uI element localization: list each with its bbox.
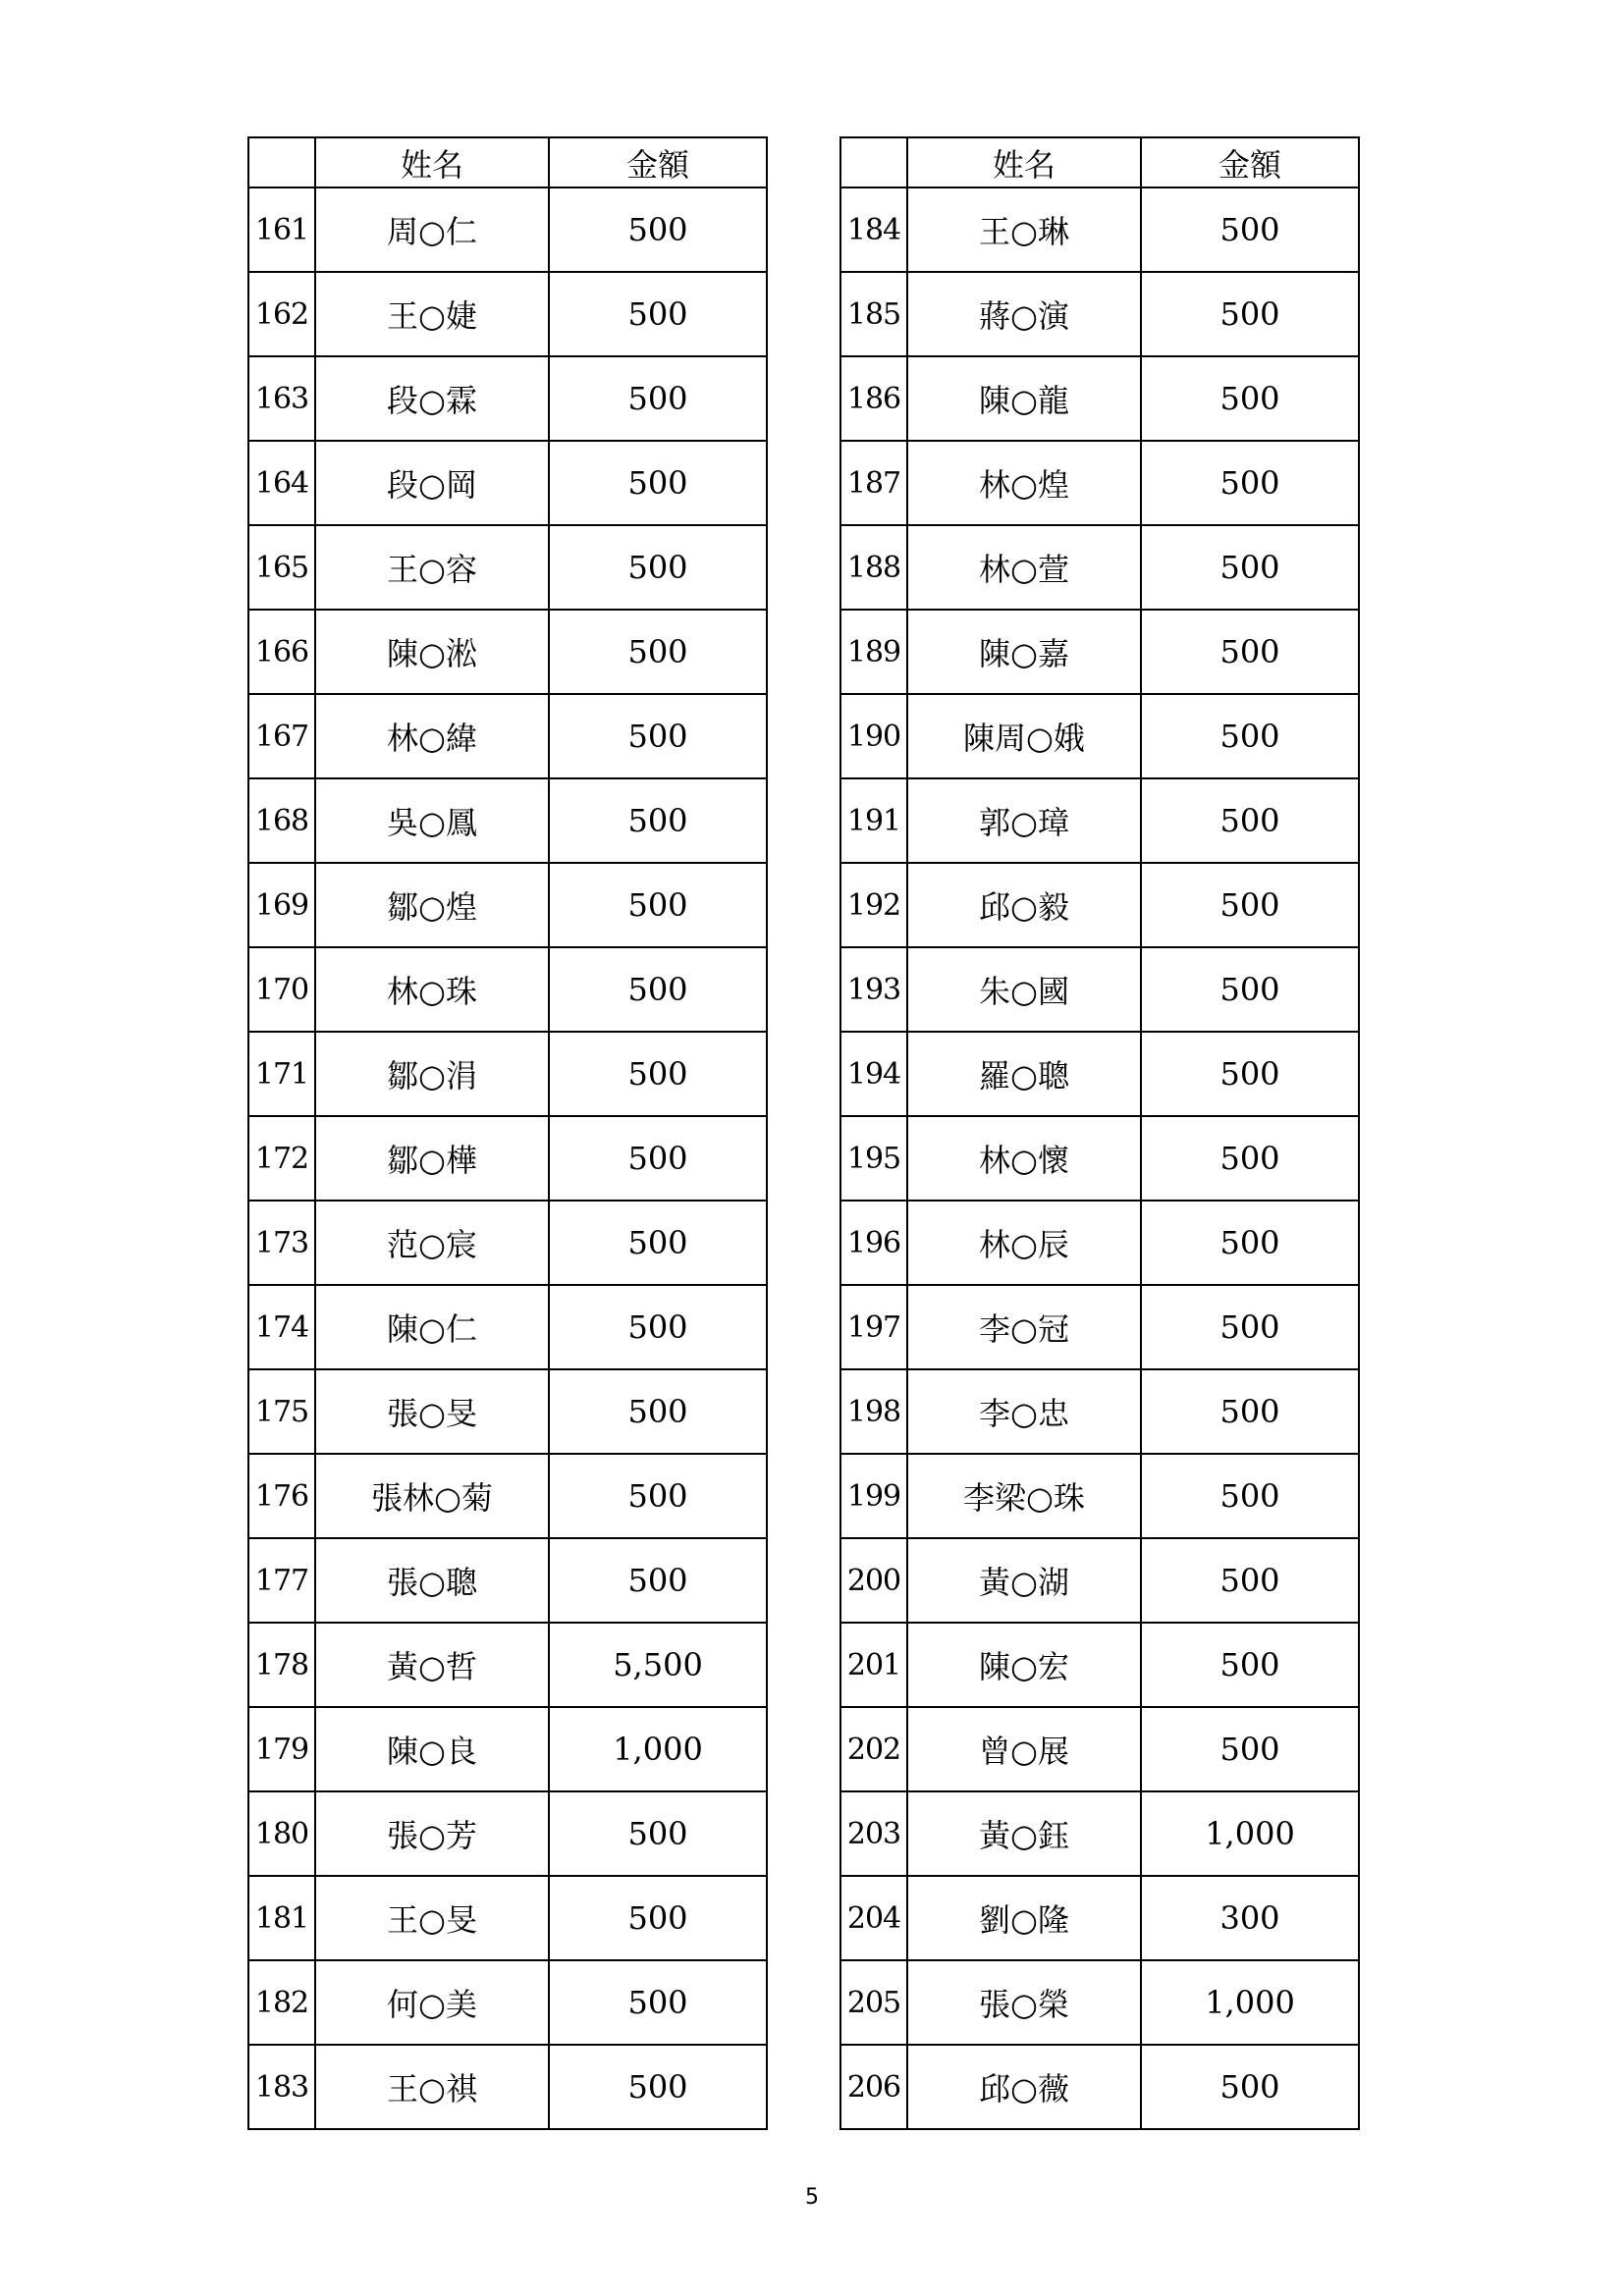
donor-name-cell: 李○忠	[907, 1369, 1141, 1454]
donor-number-cell: 186	[840, 356, 907, 441]
donation-amount-cell: 500	[549, 525, 767, 610]
table-row	[840, 1285, 1359, 1369]
donation-amount-cell: 500	[1141, 610, 1359, 694]
donor-number-cell: 191	[840, 778, 907, 863]
table-row	[840, 863, 1359, 947]
donor-number-cell: 170	[248, 947, 315, 1032]
donor-name-cell: 范○宸	[315, 1201, 549, 1285]
donor-number-cell: 196	[840, 1201, 907, 1285]
donor-name-cell: 段○岡	[315, 441, 549, 525]
table-row	[248, 1876, 767, 1960]
table-row	[248, 1454, 767, 1538]
donor-number-cell: 173	[248, 1201, 315, 1285]
donor-number-cell: 161	[248, 187, 315, 272]
donation-amount-cell: 500	[549, 1032, 767, 1116]
donor-name-cell: 陳○嘉	[907, 610, 1141, 694]
donor-name-cell: 曾○展	[907, 1707, 1141, 1791]
donor-number-cell: 192	[840, 863, 907, 947]
table-row	[248, 694, 767, 778]
donor-number-cell: 194	[840, 1032, 907, 1116]
donor-rows-left	[248, 187, 767, 2129]
table-row	[248, 1032, 767, 1116]
donation-amount-cell: 500	[1141, 1369, 1359, 1454]
donor-number-cell: 168	[248, 778, 315, 863]
donor-number-cell: 202	[840, 1707, 907, 1791]
table-row	[840, 778, 1359, 863]
donor-number-cell: 206	[840, 2045, 907, 2129]
donor-name-cell: 郭○璋	[907, 778, 1141, 863]
donor-name-cell: 段○霖	[315, 356, 549, 441]
donor-name-cell: 陳○龍	[907, 356, 1141, 441]
donor-name-cell: 王○祺	[315, 2045, 549, 2129]
donation-amount-cell: 1,000	[1141, 1791, 1359, 1876]
donor-number-cell: 179	[248, 1707, 315, 1791]
donor-name-cell: 陳○仁	[315, 1285, 549, 1369]
donation-amount-cell: 500	[549, 1201, 767, 1285]
donation-amount-cell: 500	[549, 1285, 767, 1369]
donor-number-cell: 200	[840, 1538, 907, 1623]
name-column-header: 姓名	[315, 137, 549, 187]
donor-name-cell: 何○美	[315, 1960, 549, 2045]
donor-number-cell: 180	[248, 1791, 315, 1876]
donor-name-cell: 朱○國	[907, 947, 1141, 1032]
amount-column-header: 金額	[1141, 137, 1359, 187]
donor-name-cell: 林○煌	[907, 441, 1141, 525]
table-row	[840, 1960, 1359, 2045]
table-row	[248, 1116, 767, 1201]
donor-name-cell: 鄒○樺	[315, 1116, 549, 1201]
donor-number-cell: 176	[248, 1454, 315, 1538]
name-column-header: 姓名	[907, 137, 1141, 187]
donor-number-cell: 185	[840, 272, 907, 356]
donor-name-cell: 邱○薇	[907, 2045, 1141, 2129]
donor-name-cell: 劉○隆	[907, 1876, 1141, 1960]
table-row	[248, 187, 767, 272]
donor-name-cell: 周○仁	[315, 187, 549, 272]
donor-number-cell: 199	[840, 1454, 907, 1538]
table-row	[840, 441, 1359, 525]
donation-amount-cell: 500	[1141, 272, 1359, 356]
donation-amount-cell: 500	[549, 1116, 767, 1201]
table-row	[840, 1538, 1359, 1623]
donor-table-right	[839, 136, 1360, 2130]
donation-amount-cell: 500	[1141, 441, 1359, 525]
donor-name-cell: 李○冠	[907, 1285, 1141, 1369]
donation-amount-cell: 500	[1141, 1032, 1359, 1116]
donation-amount-cell: 500	[1141, 1201, 1359, 1285]
page-number: 5	[805, 2185, 819, 2210]
donor-number-cell: 195	[840, 1116, 907, 1201]
table-row	[248, 441, 767, 525]
table-row	[248, 1623, 767, 1707]
donor-name-cell: 張林○菊	[315, 1454, 549, 1538]
donor-number-cell: 163	[248, 356, 315, 441]
donor-number-cell: 182	[248, 1960, 315, 2045]
table-row	[840, 1791, 1359, 1876]
donation-amount-cell: 500	[1141, 1707, 1359, 1791]
donor-name-cell: 張○聰	[315, 1538, 549, 1623]
donor-number-cell: 175	[248, 1369, 315, 1454]
donor-number-cell: 164	[248, 441, 315, 525]
number-column-header	[840, 137, 907, 187]
table-row	[840, 1707, 1359, 1791]
donor-number-cell: 189	[840, 610, 907, 694]
donor-number-cell: 171	[248, 1032, 315, 1116]
donation-amount-cell: 500	[549, 1369, 767, 1454]
donation-amount-cell: 500	[1141, 694, 1359, 778]
donation-amount-cell: 500	[549, 441, 767, 525]
donor-number-cell: 203	[840, 1791, 907, 1876]
donation-amount-cell: 500	[549, 272, 767, 356]
donor-name-cell: 林○珠	[315, 947, 549, 1032]
donation-amount-cell: 5,500	[549, 1623, 767, 1707]
donor-name-cell: 王○旻	[315, 1876, 549, 1960]
table-row	[840, 947, 1359, 1032]
donor-number-cell: 205	[840, 1960, 907, 2045]
donor-number-cell: 190	[840, 694, 907, 778]
table-row	[840, 525, 1359, 610]
donor-name-cell: 張○芳	[315, 1791, 549, 1876]
donor-name-cell: 陳周○娥	[907, 694, 1141, 778]
donor-name-cell: 王○婕	[315, 272, 549, 356]
donation-amount-cell: 500	[1141, 187, 1359, 272]
table-row	[248, 356, 767, 441]
donor-name-cell: 王○琳	[907, 187, 1141, 272]
table-row	[840, 187, 1359, 272]
donor-name-cell: 羅○聰	[907, 1032, 1141, 1116]
donor-table-left	[247, 136, 768, 2130]
table-row	[840, 610, 1359, 694]
donor-number-cell: 204	[840, 1876, 907, 1960]
table-row	[840, 1876, 1359, 1960]
table-row	[248, 778, 767, 863]
table-row	[248, 1538, 767, 1623]
donor-number-cell: 169	[248, 863, 315, 947]
donor-name-cell: 黃○鈺	[907, 1791, 1141, 1876]
donation-amount-cell: 1,000	[549, 1707, 767, 1791]
donor-name-cell: 李梁○珠	[907, 1454, 1141, 1538]
donation-amount-cell: 500	[549, 610, 767, 694]
donor-number-cell: 172	[248, 1116, 315, 1201]
donor-name-cell: 黃○哲	[315, 1623, 549, 1707]
donor-name-cell: 林○辰	[907, 1201, 1141, 1285]
donation-amount-cell: 500	[1141, 1285, 1359, 1369]
donation-amount-cell: 500	[549, 356, 767, 441]
donation-amount-cell: 500	[549, 1960, 767, 2045]
donor-number-cell: 166	[248, 610, 315, 694]
donor-name-cell: 邱○毅	[907, 863, 1141, 947]
donation-amount-cell: 500	[549, 863, 767, 947]
table-row	[840, 1201, 1359, 1285]
table-row	[248, 1707, 767, 1791]
donation-amount-cell: 500	[1141, 863, 1359, 947]
donor-name-cell: 黃○湖	[907, 1538, 1141, 1623]
donation-amount-cell: 500	[549, 1791, 767, 1876]
table-row	[248, 2045, 767, 2129]
donation-amount-cell: 500	[549, 947, 767, 1032]
table-row	[248, 1285, 767, 1369]
table-row	[840, 1032, 1359, 1116]
donor-number-cell: 174	[248, 1285, 315, 1369]
table-row	[840, 1116, 1359, 1201]
donation-amount-cell: 500	[549, 2045, 767, 2129]
table-row	[248, 863, 767, 947]
donor-name-cell: 林○緯	[315, 694, 549, 778]
donation-amount-cell: 500	[1141, 1538, 1359, 1623]
donation-amount-cell: 500	[549, 1454, 767, 1538]
donation-amount-cell: 500	[1141, 2045, 1359, 2129]
donor-name-cell: 張○榮	[907, 1960, 1141, 2045]
donation-amount-cell: 500	[549, 1538, 767, 1623]
donor-number-cell: 177	[248, 1538, 315, 1623]
donor-number-cell: 167	[248, 694, 315, 778]
table-row	[248, 525, 767, 610]
amount-column-header: 金額	[549, 137, 767, 187]
donation-amount-cell: 500	[1141, 1623, 1359, 1707]
table-row	[248, 1369, 767, 1454]
donor-name-cell: 吳○鳳	[315, 778, 549, 863]
table-row	[840, 272, 1359, 356]
table-row	[248, 1201, 767, 1285]
donor-number-cell: 201	[840, 1623, 907, 1707]
table-row	[840, 694, 1359, 778]
donation-amount-cell: 500	[1141, 356, 1359, 441]
donor-name-cell: 陳○良	[315, 1707, 549, 1791]
table-row	[840, 1369, 1359, 1454]
donor-number-cell: 187	[840, 441, 907, 525]
donor-number-cell: 183	[248, 2045, 315, 2129]
table-row	[840, 356, 1359, 441]
donor-number-cell: 184	[840, 187, 907, 272]
table-header-row	[840, 137, 1359, 187]
table-row	[840, 2045, 1359, 2129]
donation-amount-cell: 500	[1141, 778, 1359, 863]
table-row	[248, 610, 767, 694]
donor-number-cell: 197	[840, 1285, 907, 1369]
donor-number-cell: 181	[248, 1876, 315, 1960]
number-column-header	[248, 137, 315, 187]
table-header-row	[248, 137, 767, 187]
donor-number-cell: 188	[840, 525, 907, 610]
donor-name-cell: 陳○宏	[907, 1623, 1141, 1707]
table-row	[248, 1791, 767, 1876]
donor-number-cell: 198	[840, 1369, 907, 1454]
donor-number-cell: 178	[248, 1623, 315, 1707]
donor-name-cell: 鄒○煌	[315, 863, 549, 947]
donor-name-cell: 林○萱	[907, 525, 1141, 610]
donor-name-cell: 陳○淞	[315, 610, 549, 694]
table-row	[248, 272, 767, 356]
table-row	[840, 1454, 1359, 1538]
donor-number-cell: 193	[840, 947, 907, 1032]
donor-name-cell: 王○容	[315, 525, 549, 610]
table-row	[248, 1960, 767, 2045]
table-row	[248, 947, 767, 1032]
donation-amount-cell: 500	[1141, 525, 1359, 610]
donor-name-cell: 鄒○涓	[315, 1032, 549, 1116]
donation-amount-cell: 300	[1141, 1876, 1359, 1960]
donation-amount-cell: 500	[549, 187, 767, 272]
donor-name-cell: 林○懷	[907, 1116, 1141, 1201]
table-row	[840, 1623, 1359, 1707]
donor-name-cell: 蔣○演	[907, 272, 1141, 356]
donation-amount-cell: 1,000	[1141, 1960, 1359, 2045]
donation-amount-cell: 500	[549, 778, 767, 863]
donor-number-cell: 165	[248, 525, 315, 610]
donation-amount-cell: 500	[1141, 1116, 1359, 1201]
donation-amount-cell: 500	[1141, 1454, 1359, 1538]
donation-amount-cell: 500	[1141, 947, 1359, 1032]
donor-number-cell: 162	[248, 272, 315, 356]
donor-rows-right	[840, 187, 1359, 2129]
donor-name-cell: 張○旻	[315, 1369, 549, 1454]
donation-amount-cell: 500	[549, 694, 767, 778]
donation-amount-cell: 500	[549, 1876, 767, 1960]
